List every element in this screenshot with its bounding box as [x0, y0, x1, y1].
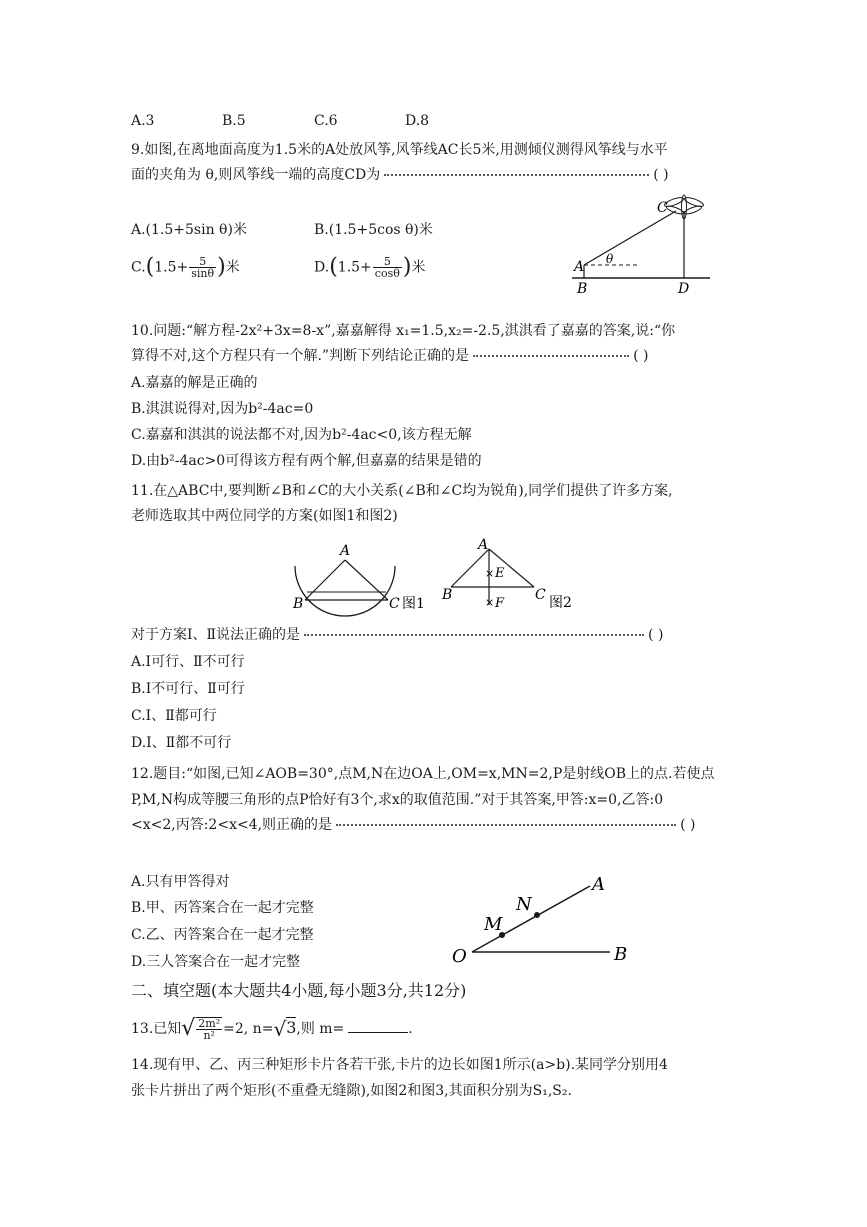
q9-option-c: C.(1.5+ $\frac{5}{\sin\theta}$ )米 [131, 254, 240, 280]
side-ac [345, 560, 388, 600]
label-a: A [478, 537, 489, 553]
q14-stem-line1: 14.现有甲、乙、丙三种矩形卡片各若干张,卡片的边长如图1所示(a>b).某同学分别用4 [131, 1057, 668, 1073]
label-b: B [442, 587, 453, 603]
side-ab [451, 549, 489, 587]
arc [295, 566, 395, 616]
figure1-caption: 图1 [402, 596, 425, 612]
q10-stem-line2: 算得不对,这个方程只有一个解.”判断下列结论正确的是 ( ) [131, 348, 649, 364]
q14-stem-line2: 张卡片拼出了两个矩形(不重叠无缝隙),如图2和图3,其面积分别为S₁,S₂. [131, 1083, 572, 1099]
mark-e: × [485, 567, 495, 580]
q12-stem-line1: 12.题目:“如图,已知∠AOB=30°,点M,N在边OA上,OM=x,MN=2,P是射线OB上的点.若使点 [131, 766, 715, 782]
q12-angle-figure [440, 870, 640, 970]
q10-option-b: B.淇淇说得对,因为b²-4ac=0 [131, 401, 314, 417]
label-e: E [495, 566, 505, 581]
q9-stem-line1: 9.如图,在离地面高度为1.5米的A处放风筝,风筝线AC长5米,用测倾仪测得风筝线与水平 [131, 142, 668, 158]
q8-option-a: A.3 [131, 113, 155, 129]
radical-fraction: $\frac{\text{2m²}}{\text{n²}}$ [198, 1017, 221, 1042]
point-n [534, 912, 540, 918]
q11-figure1 [285, 538, 440, 623]
section2-heading: 二、填空题(本大题共4小题,每小题3分,共12分) [131, 981, 467, 1000]
dotted-leader [304, 634, 644, 636]
q9-option-b: B.(1.5+5cos θ)米 [314, 222, 433, 238]
label-o: O [452, 946, 467, 967]
label-a: A [592, 874, 605, 895]
q8-option-d: D.8 [405, 113, 430, 129]
q10-option-d: D.由b²-4ac>0可得该方程有两个解,但嘉嘉的结果是错的 [131, 453, 482, 469]
q12-option-a: A.只有甲答得对 [131, 874, 230, 890]
q13-line: 13.已知√ $\frac{\text{2m²}}{\text{n²}}$ =2, n=√3,则 m= . [131, 1016, 413, 1042]
label-a: A [340, 543, 351, 559]
answer-paren: ( ) [653, 167, 669, 183]
q11-figure2 [438, 535, 588, 620]
q9-option-d: D.(1.5+ $\frac{5}{\cos\theta}$ )米 [314, 254, 426, 280]
side-ab [305, 560, 345, 600]
q11-stem-line3: 对于方案Ⅰ、Ⅱ说法正确的是 ( ) [131, 627, 664, 643]
q9-stem-line2 [131, 165, 669, 185]
q12-option-c: C.乙、丙答案合在一起才完整 [131, 927, 314, 943]
q12-stem-line2: P,M,N构成等腰三角形的点P恰好有3个,求x的取值范围.”对于其答案,甲答:x=0,乙答:0 [131, 792, 664, 808]
radical-icon: √ [273, 1017, 287, 1041]
q9-stem-text: 面的夹角为 θ,则风筝线一端的高度CD为 [131, 167, 381, 183]
label-b: B [293, 596, 304, 612]
label-m: M [484, 914, 503, 935]
fraction: $\frac{5}{\cos\theta}$ [374, 255, 400, 280]
label-theta: θ [606, 252, 614, 266]
label-b: B [614, 944, 628, 965]
dotted-leader [336, 824, 676, 826]
kite-figure [560, 185, 720, 297]
answer-paren: ( ) [648, 627, 664, 643]
q10-option-a: A.嘉嘉的解是正确的 [131, 375, 258, 391]
label-f: F [495, 596, 505, 611]
q12-option-b: B.甲、丙答案合在一起才完整 [131, 900, 314, 916]
label-c: C [657, 200, 668, 216]
dotted-leader [473, 355, 629, 357]
q10-option-c: C.嘉嘉和淇淇的说法都不对,因为b²-4ac<0,该方程无解 [131, 427, 472, 443]
answer-blank[interactable] [348, 1032, 408, 1033]
q8-option-c: C.6 [314, 113, 338, 129]
label-b: B [577, 281, 588, 297]
label-c: C [389, 596, 400, 612]
q11-option-a: A.Ⅰ可行、Ⅱ不可行 [131, 654, 245, 670]
q12-stem-line3: <x<2,丙答:2<x<4,则正确的是 ( ) [131, 817, 696, 833]
label-d: D [678, 281, 690, 297]
label-n: N [516, 894, 532, 915]
radical-icon: √ [181, 1016, 196, 1041]
mark-f: × [485, 596, 495, 609]
fraction: $\frac{5}{\sin\theta}$ [191, 255, 215, 280]
q10-stem-line1: 10.问题:“解方程-2x²+3x=8-x”,嘉嘉解得 x₁=1.5,x₂=-2.5,淇淇看了嘉嘉的答案,说:“你 [131, 323, 676, 339]
kite-string [584, 211, 676, 265]
label-c: C [535, 587, 546, 603]
q8-option-b: B.5 [222, 113, 246, 129]
q9-option-a: A.(1.5+5sin θ)米 [131, 222, 247, 238]
q11-stem-line1: 11.在△ABC中,要判断∠B和∠C的大小关系(∠B和∠C均为锐角),同学们提供了许多方案, [131, 483, 673, 499]
q11-option-b: B.Ⅰ不可行、Ⅱ可行 [131, 681, 245, 697]
answer-paren: ( ) [633, 348, 649, 364]
figure2-caption: 图2 [549, 595, 572, 611]
label-a: A [574, 259, 585, 275]
answer-paren: ( ) [680, 817, 696, 833]
q11-option-d: D.Ⅰ、Ⅱ都不可行 [131, 735, 232, 751]
dotted-leader [384, 174, 649, 176]
q12-option-d: D.三人答案合在一起才完整 [131, 954, 301, 970]
q11-option-c: C.Ⅰ、Ⅱ都可行 [131, 708, 217, 724]
q11-stem-line2: 老师选取其中两位同学的方案(如图1和图2) [131, 508, 398, 524]
